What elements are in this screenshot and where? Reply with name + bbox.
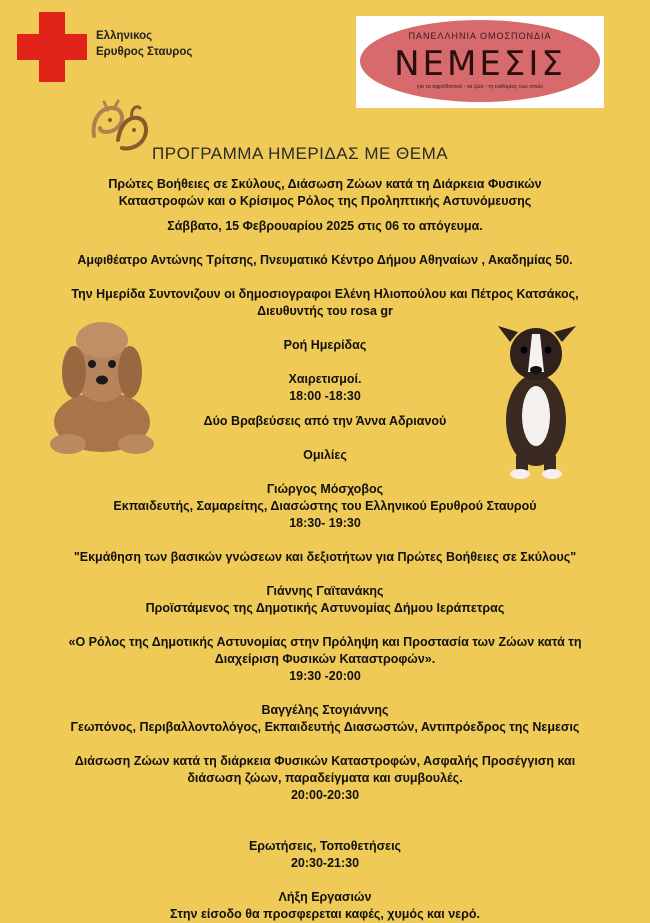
coordinators-line1: Την Ημερίδα Συντονιζουν οι δημοσιογραφοι Ελένη Ηλιοπούλου και Πέτρος Κατσάκος, bbox=[71, 287, 579, 301]
greetings-time: 18:00 -18:30 bbox=[289, 389, 361, 403]
topic-line1: Πρώτες Βοήθειες σε Σκύλους, Διάσωση Ζώων κατά τη Διάρκεια Φυσικών bbox=[108, 177, 542, 191]
questions-label: Ερωτήσεις, Τοποθετήσεις bbox=[248, 839, 402, 853]
closing-note: Στην είσοδο θα προσφερεται καφές, χυμός και νερό. bbox=[170, 907, 480, 921]
closing-label: Λήξη Εργασιών bbox=[278, 890, 372, 904]
speaker-3 bbox=[40, 702, 610, 736]
greetings-label: Χαιρετισμοί. bbox=[288, 372, 362, 386]
speaker-2-talk bbox=[40, 634, 610, 685]
speaker-2-talk-line1: «Ο Ρόλος της Δημοτικής Αστυνομίας στην Πρόληψη και Προστασία των Ζώων κατά τη bbox=[68, 635, 582, 649]
greetings bbox=[40, 371, 610, 405]
pets-logo-icon bbox=[88, 96, 150, 158]
nemesis-logo bbox=[356, 16, 604, 108]
red-cross-name-line1: Ελληνικος bbox=[96, 30, 153, 42]
flow-heading: Ροή Ημερίδας bbox=[283, 338, 367, 352]
nemesis-top-text: ΠΑΝΕΛΛΗΝΙΑ ΟΜΟΣΠΟΝΔΙΑ bbox=[408, 31, 552, 41]
speaker-2-name: Γιάννης Γαϊτανάκης bbox=[266, 584, 384, 598]
speaker-1 bbox=[40, 481, 610, 532]
page-title: ΠΡΟΓΡΑΜΜΑ ΗΜΕΡΙΔΑΣ ΜΕ ΘΕΜΑ bbox=[152, 144, 449, 163]
awards: Δύο Βραβεύσεις από την Άννα Αδριανού bbox=[203, 414, 447, 428]
speaker-3-talk bbox=[40, 753, 610, 804]
red-cross-name-line2: Ερυθρος Σταυρος bbox=[96, 46, 193, 58]
speaker-1-talk: "Εκμάθηση των βασικών γνώσεων και δεξιοτήτων για Πρώτες Βοήθειες σε Σκύλους" bbox=[73, 550, 577, 564]
speaker-3-role: Γεωπόνος, Περιβαλλοντολόγος, Εκπαιδευτής Διασωστών, Αντιπρόεδρος της Νεμεσις bbox=[70, 720, 580, 734]
nemesis-name: ΝΕΜΕΣΙΣ bbox=[394, 44, 566, 84]
questions-time: 20:30-21:30 bbox=[290, 856, 360, 870]
coordinators bbox=[40, 286, 610, 320]
speaker-3-time: 20:00-20:30 bbox=[290, 788, 360, 802]
speaker-2-time: 19:30 -20:00 bbox=[289, 669, 361, 683]
questions bbox=[40, 838, 610, 872]
nemesis-subtitle: για τα αφρόδιστικά - τα ζώα - τη καθομίας των σιτών bbox=[416, 84, 544, 90]
topic bbox=[40, 176, 610, 210]
speaker-3-name: Βαγγέλης Στογιάννης bbox=[261, 703, 389, 717]
event-venue: Αμφιθέατρο Αντώνης Τρίτσης, Πνευματικό Κέντρο Δήμου Αθηναίων , Ακαδημίας 50. bbox=[77, 253, 573, 267]
closing bbox=[40, 889, 610, 923]
program-content bbox=[40, 170, 610, 923]
speaker-2-talk-line2: Διαχείριση Φυσικών Καταστροφών». bbox=[214, 652, 436, 666]
speaker-2-role: Προϊστάμενος της Δημοτικής Αστυνομίας Δήμου Ιεράπετρας bbox=[145, 601, 505, 615]
topic-line2: Καταστροφών και ο Κρίσιμος Ρόλος της Προληπτικής Αστυνόμευσης bbox=[118, 194, 532, 208]
coordinators-line2: Διευθυντής του rosa gr bbox=[257, 304, 393, 318]
red-cross-icon bbox=[17, 12, 87, 82]
event-date: Σάββατο, 15 Φεβρουαρίου 2025 στις 06 το απόγευμα. bbox=[167, 219, 483, 233]
speaker-2 bbox=[40, 583, 610, 617]
speaker-3-talk-line1: Διάσωση Ζώων κατά τη διάρκεια Φυσικών Καταστροφών, Ασφαλής Προσέγγιση και bbox=[74, 754, 576, 768]
speaker-3-talk-line2: διάσωση ζώων, παραδείγματα και συμβουλές. bbox=[187, 771, 463, 785]
talks-heading: Ομιλίες bbox=[303, 448, 347, 462]
speaker-1-name: Γιώργος Μόσχοβος bbox=[266, 482, 384, 496]
red-cross-name bbox=[96, 28, 192, 60]
speaker-1-time: 18:30- 19:30 bbox=[289, 516, 361, 530]
speaker-1-role: Εκπαιδευτής, Σαμαρείτης, Διασώστης του Ελληνικού Ερυθρού Σταυρού bbox=[113, 499, 537, 513]
